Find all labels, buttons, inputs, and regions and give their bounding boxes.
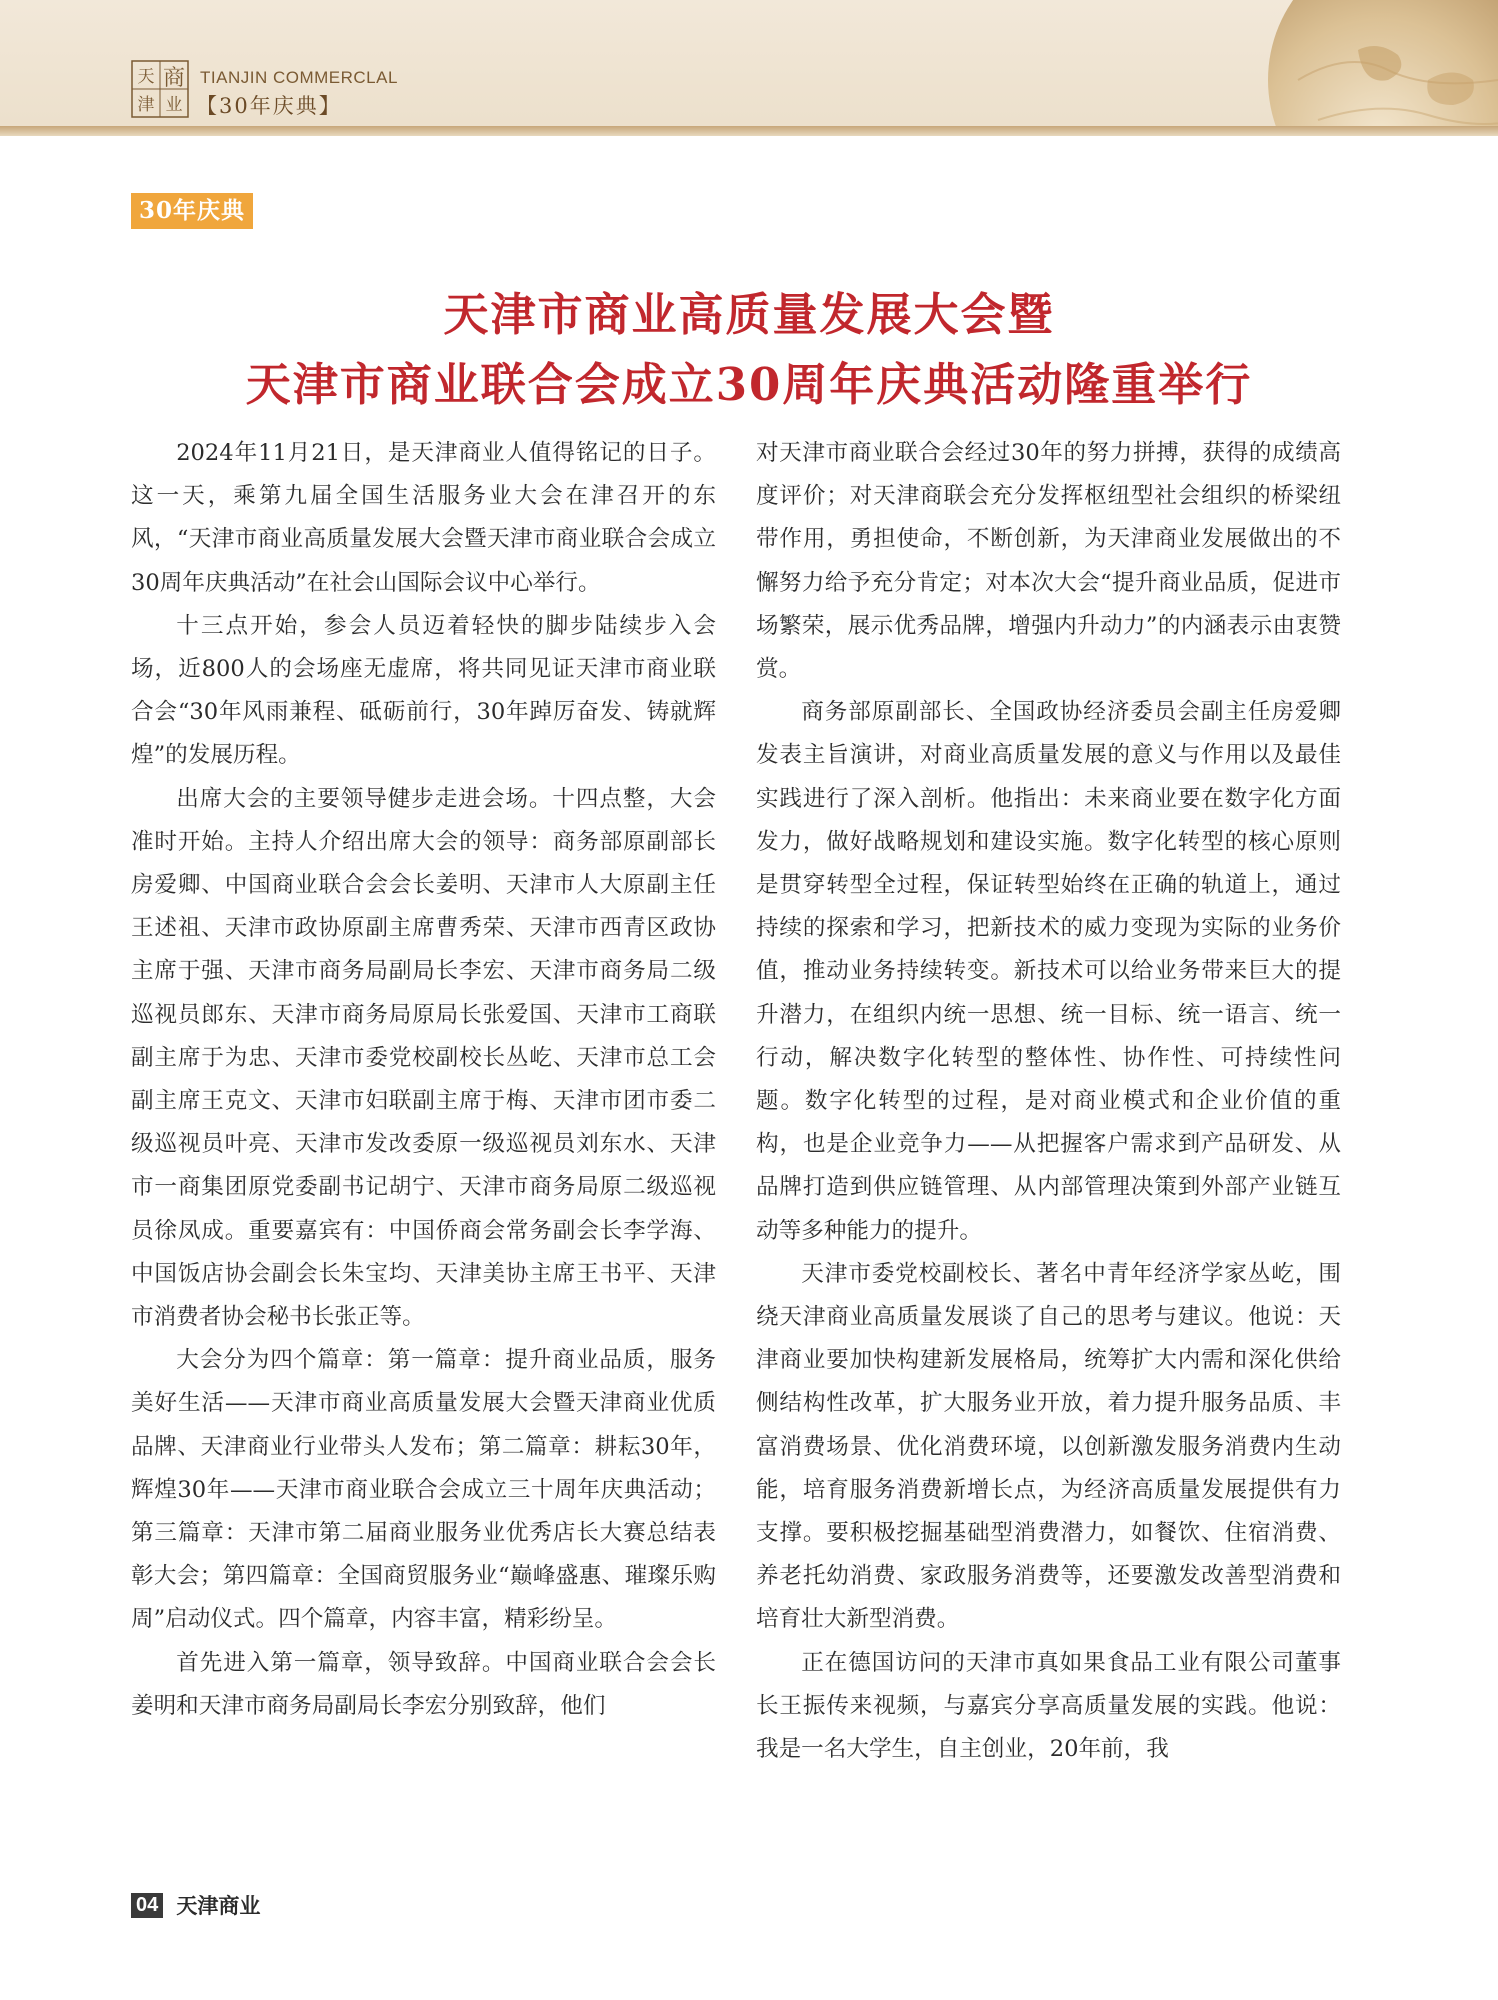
- paragraph: 大会分为四个篇章：第一篇章：提升商业品质，服务美好生活——天津市商业高质量发展大会暨天津商业优质品牌、天津商业行业带头人发布；第二篇章：耕耘30年，辉煌30年——天津市商业联合会成立三十周年庆典活动；第三篇章：天津市第二届商业服务业优秀店长大赛总结表彰大会；第四篇章：全国商贸服务业“巅峰盛惠、璀璨乐购周”启动仪式。四个篇章，内容丰富，精彩纷呈。: [131, 1347, 716, 1633]
- article-title-line-2: 天津市商业联合会成立30周年庆典活动隆重举行: [245, 358, 1253, 411]
- body-column-right: [756, 432, 1341, 1771]
- paragraph: 首先进入第一篇章，领导致辞。中国商业联合会会长姜明和天津市商务局副局长李宏分别致辞，他们: [131, 1649, 716, 1719]
- globe-decoration: [1238, 0, 1498, 126]
- logo-char-2: 商: [162, 66, 186, 91]
- paragraph-continuation: 对天津市商业联合会经过30年的努力拼搏，获得的成绩高度评价；对天津商联会充分发挥枢纽型社会组织的桥梁纽带作用，勇担使命，不断创新，为天津商业发展做出的不懈努力给予充分肯定；对本次大会“提升商业品质，促进市场繁荣，展示优秀品牌，增强内升动力”的内涵表示由衷赞赏。: [756, 440, 1341, 683]
- page-number: 04: [131, 1893, 163, 1918]
- logo-char-3: 津: [137, 95, 155, 115]
- paragraph: 2024年11月21日，是天津商业人值得铭记的日子。这一天，乘第九届全国生活服务业大会在津召开的东风，“天津市商业高质量发展大会暨天津市商业联合会成立30周年庆典活动”在社会山国际会议中心举行。: [131, 440, 716, 596]
- logo-char-1: 天: [137, 67, 155, 87]
- paragraph: 商务部原副部长、全国政协经济委员会副主任房爱卿发表主旨演讲，对商业高质量发展的意义与作用以及最佳实践进行了深入剖析。他指出：未来商业要在数字化方面发力，做好战略规划和建设实施。数字化转型的核心原则是贯穿转型全过程，保证转型始终在正确的轨道上，通过持续的探索和学习，把新技术的威力变现为实际的业务价值，推动业务持续转变。新技术可以给业务带来巨大的提升潜力，在组织内统一思想、统一目标、统一语言、统一行动，解决数字化转型的整体性、协作性、可持续性问题。数字化转型的过程，是对商业模式和企业价值的重构，也是企业竞争力——从把握客户需求到产品研发、从品牌打造到供应链管理、从内部管理决策到外部产业链互动等多种能力的提升。: [756, 699, 1341, 1244]
- brand-chinese: 【30年庆典】: [196, 94, 342, 118]
- paragraph: 正在德国访问的天津市真如果食品工业有限公司董事长王振传来视频，与嘉宾分享高质量发展的实践。他说：我是一名大学生，自主创业，20年前，我: [756, 1649, 1341, 1763]
- publication-name: 天津商业: [176, 1894, 261, 1918]
- logo-char-4: 业: [165, 95, 183, 115]
- section-tag: 30年庆典: [131, 193, 253, 229]
- paragraph: 天津市委党校副校长、著名中青年经济学家丛屹，围绕天津商业高质量发展谈了自己的思考与建议。他说：天津商业要加快构建新发展格局，统筹扩大内需和深化供给侧结构性改革，扩大服务业开放，着力提升服务品质、丰富消费场景、优化消费环境，以创新激发服务消费内生动能，培育服务消费新增长点，为经济高质量发展提供有力支撑。要积极挖掘基础型消费潜力，如餐饮、住宿消费、养老托幼消费、家政服务消费等，还要激发改善型消费和培育壮大新型消费。: [756, 1260, 1341, 1633]
- publication-logo: [131, 60, 189, 118]
- article-title-line-1: 天津市商业高质量发展大会暨: [443, 288, 1055, 341]
- page-header: [0, 0, 1498, 126]
- paragraph: 出席大会的主要领导健步走进会场。十四点整，大会准时开始。主持人介绍出席大会的领导：商务部原副部长房爱卿、中国商业联合会会长姜明、天津市人大原副主任王述祖、天津市政协原副主席曹秀荣、天津市西青区政协主席于强、天津市商务局副局长李宏、天津市商务局二级巡视员郎东、天津市商务局原局长张爱国、天津市工商联副主席于为忠、天津市委党校副校长丛屹、天津市总工会副主席王克文、天津市妇联副主席于梅、天津市团市委二级巡视员叶亮、天津市发改委原一级巡视员刘东水、天津市一商集团原党委副书记胡宁、天津市商务局原二级巡视员徐凤成。重要嘉宾有：中国侨商会常务副会长李学海、中国饭店协会副会长朱宝均、天津美协主席王书平、天津市消费者协会秘书长张正等。: [131, 785, 716, 1331]
- page-footer: [131, 1890, 260, 1920]
- header-divider: [0, 126, 1498, 136]
- paragraph: 十三点开始，参会人员迈着轻快的脚步陆续步入会场，近800人的会场座无虚席，将共同见证天津市商业联合会“30年风雨兼程、砥砺前行，30年踔厉奋发、铸就辉煌”的发展历程。: [131, 612, 716, 769]
- brand-english: TIANJIN COMMERCLAL: [200, 68, 398, 87]
- body-column-left: [131, 432, 716, 1728]
